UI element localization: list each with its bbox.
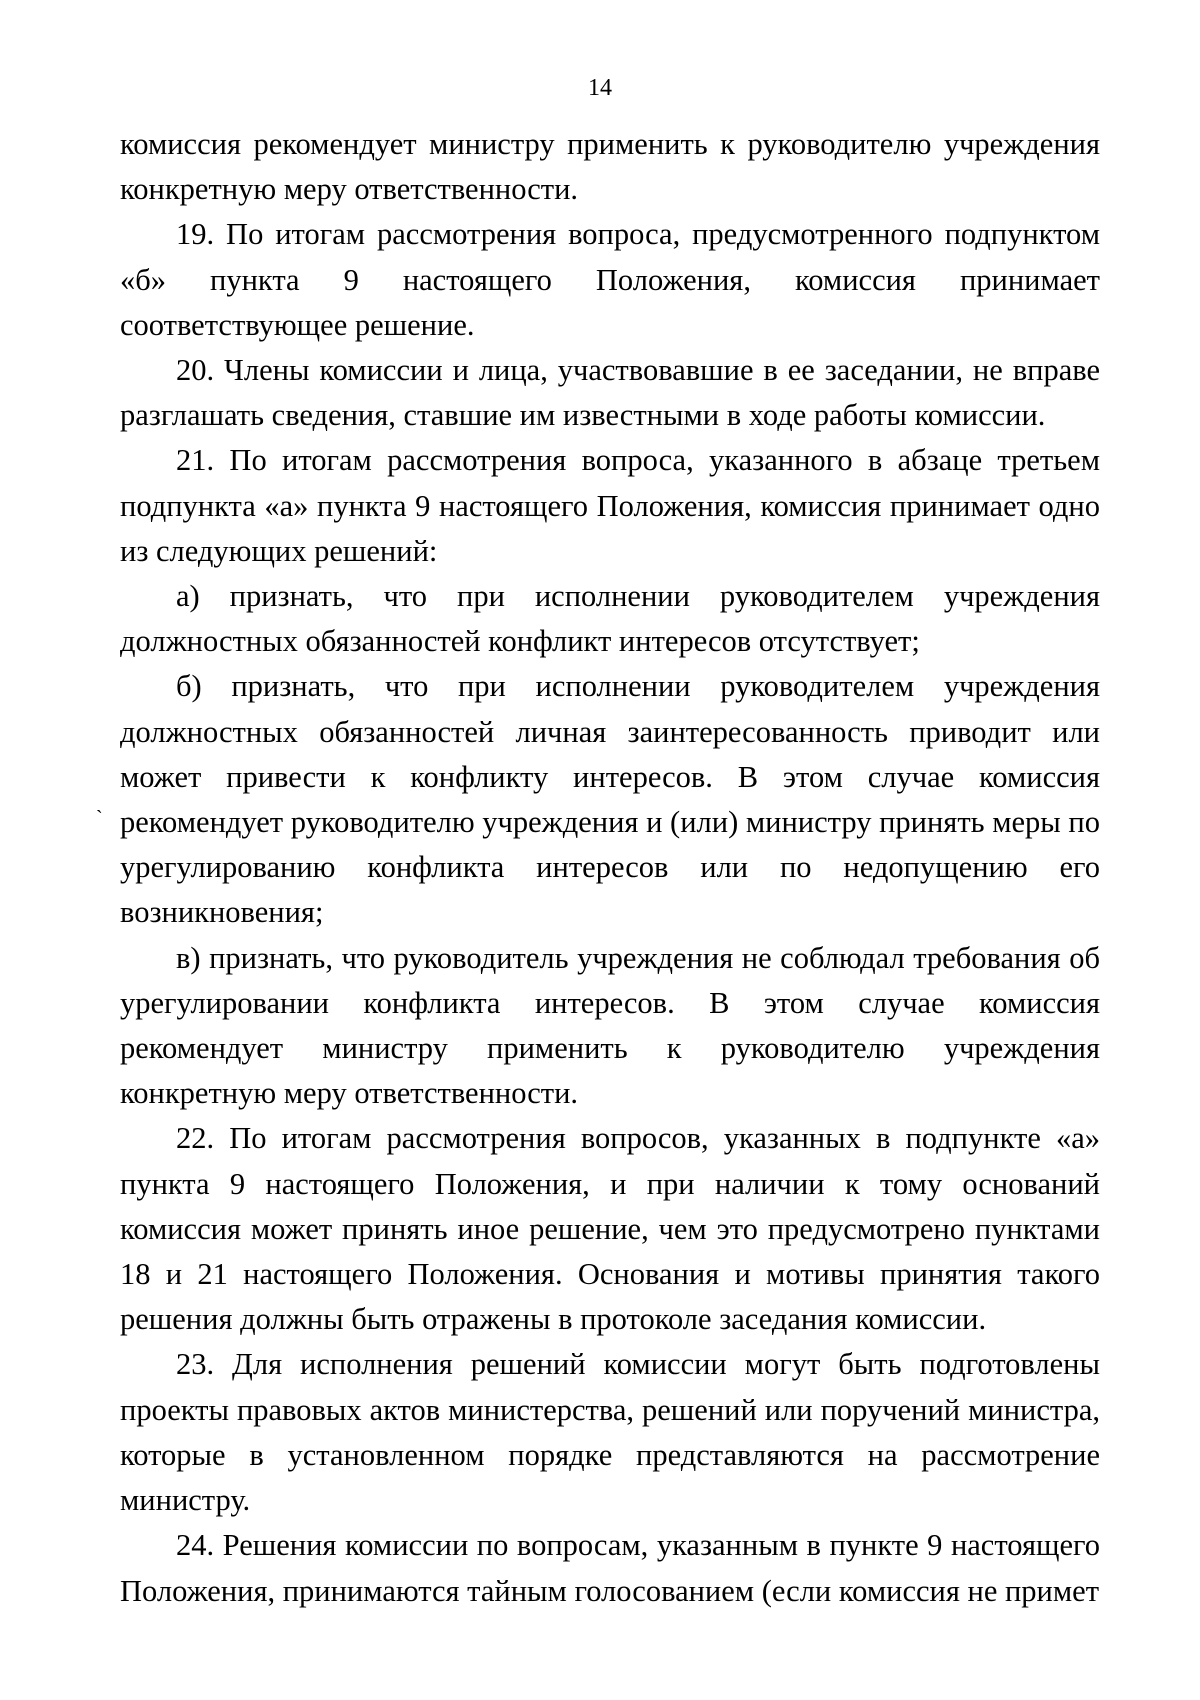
document-body: [120, 122, 1100, 1614]
paragraph-24: 24. Решения комиссии по вопросам, указанным в пункте 9 настоящего Положения, принимаются тайным голосованием (если комиссия не примет: [120, 1528, 1100, 1608]
page-number: 14: [588, 75, 612, 101]
paragraph-21-a: а) признать, что при исполнении руководителем учреждения должностных обязанностей конфликт интересов отсутствует;: [120, 579, 1100, 659]
paragraph-21-c: в) признать, что руководитель учреждения не соблюдал требования об урегулировании конфликта интересов. В этом случае комиссия рекомендует министру применить к руководителю учреждения конкретную меру ответственности.: [120, 940, 1100, 1111]
paragraph-19: 19. По итогам рассмотрения вопроса, предусмотренного подпунктом «б» пункта 9 настоящего Положения, комиссия принимает соответствующее решение.: [120, 217, 1100, 342]
paragraph-20: 20. Члены комиссии и лица, участвовавшие в ее заседании, не вправе разглашать сведения, ставшие им известными в ходе работы комиссии.: [120, 353, 1100, 433]
margin-mark: `: [96, 807, 103, 829]
paragraph-continuation: комиссия рекомендует министру применить к руководителю учреждения конкретную меру ответственности.: [120, 127, 1100, 207]
paragraph-21: 21. По итогам рассмотрения вопроса, указанного в абзаце третьем подпункта «а» пункта 9 настоящего Положения, комиссия принимает одно из следующих решений:: [120, 443, 1100, 568]
paragraph-22: 22. По итогам рассмотрения вопросов, указанных в подпункте «а» пункта 9 настоящего Положения, и при наличии к тому оснований комиссия может принять иное решение, чем это предусмотрено пунктами 18 и 21 настоящего Положения. Основания и мотивы принятия такого решения должны быть отражены в протоколе заседания комиссии.: [120, 1121, 1100, 1337]
paragraph-21-b: б) признать, что при исполнении руководителем учреждения должностных обязанностей личная заинтересованность приводит или может привести к конфликту интересов. В этом случае комиссия рекомендует руководителю учреждения и (или) министру принять меры по урегулированию конфликта интересов или по недопущению его возникновения;: [120, 669, 1100, 930]
paragraph-23: 23. Для исполнения решений комиссии могут быть подготовлены проекты правовых актов министерства, решений или поручений министра, которые в установленном порядке представляются на рассмотрение министру.: [120, 1347, 1100, 1518]
